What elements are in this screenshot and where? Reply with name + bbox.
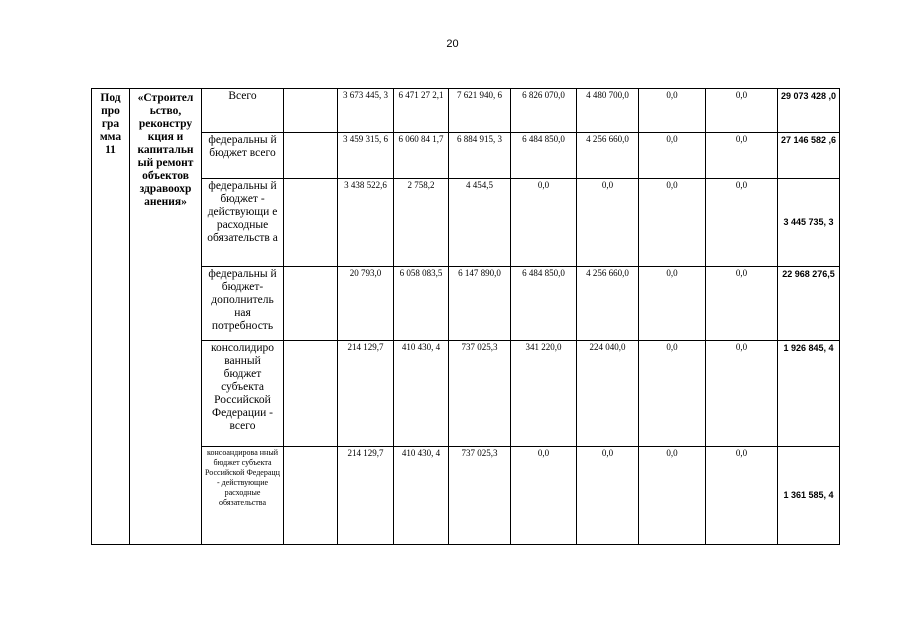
funding-source: консолидиро ванный бюджет субъекта Российской Федерации - всего: [202, 341, 284, 447]
value-cell: 737 025,3: [449, 447, 511, 545]
value-cell: 4 256 660,0: [577, 267, 639, 341]
value-cell: 4 480 700,0: [577, 89, 639, 133]
empty-cell: [284, 89, 338, 133]
value-cell: 214 129,7: [338, 341, 394, 447]
total-cell: 1 926 845, 4: [778, 341, 840, 447]
value-cell: 6 826 070,0: [511, 89, 577, 133]
funding-source: федеральны й бюджет всего: [202, 133, 284, 179]
value-cell: 4 256 660,0: [577, 133, 639, 179]
value-cell: 6 484 850,0: [511, 133, 577, 179]
value-cell: 20 793,0: [338, 267, 394, 341]
table-row: [92, 447, 840, 545]
funding-source: консоандирова нный бюджет субъекта Российской Федерацц - действующие расходные обязательства: [202, 447, 284, 545]
value-cell: 3 459 315, 6: [338, 133, 394, 179]
total-cell: 29 073 428 ,0: [778, 89, 840, 133]
value-cell: 224 040,0: [577, 341, 639, 447]
value-cell: 6 058 083,5: [394, 267, 449, 341]
empty-cell: [284, 447, 338, 545]
empty-cell: [284, 267, 338, 341]
value-cell: 0,0: [577, 447, 639, 545]
value-cell: 3 438 522,6: [338, 179, 394, 267]
subprogram-name: «Строител ьство, реконстру кция и капитальн ый ремонт объектов здравоохр анения»: [130, 89, 202, 545]
empty-cell: [284, 341, 338, 447]
value-cell: 0,0: [639, 133, 706, 179]
table-row: [92, 179, 840, 267]
value-cell: 0,0: [639, 267, 706, 341]
funding-source: федеральны й бюджет- дополнитель ная потребность: [202, 267, 284, 341]
value-cell: 6 147 890,0: [449, 267, 511, 341]
value-cell: 0,0: [511, 447, 577, 545]
value-cell: 410 430, 4: [394, 447, 449, 545]
value-cell: 6 884 915, 3: [449, 133, 511, 179]
value-cell: 0,0: [706, 179, 778, 267]
subprogram-label: Под про гра мма 11: [92, 89, 130, 545]
value-cell: 6 471 27 2,1: [394, 89, 449, 133]
value-cell: 0,0: [639, 447, 706, 545]
value-cell: 0,0: [511, 179, 577, 267]
value-cell: 4 454,5: [449, 179, 511, 267]
value-cell: 0,0: [706, 447, 778, 545]
value-cell: 0,0: [706, 133, 778, 179]
value-cell: 6 484 850,0: [511, 267, 577, 341]
budget-table: [91, 88, 840, 545]
value-cell: 737 025,3: [449, 341, 511, 447]
value-cell: 2 758,2: [394, 179, 449, 267]
total-cell: 1 361 585, 4: [778, 447, 840, 545]
value-cell: 3 673 445, 3: [338, 89, 394, 133]
value-cell: 341 220,0: [511, 341, 577, 447]
total-cell: 22 968 276,5: [778, 267, 840, 341]
funding-source: федеральны й бюджет - действующи е расходные обязательств а: [202, 179, 284, 267]
total-cell: 27 146 582 ,6: [778, 133, 840, 179]
page-number: 20: [446, 38, 459, 50]
total-cell: 3 445 735, 3: [778, 179, 840, 267]
funding-source: Всего: [202, 89, 284, 133]
empty-cell: [284, 133, 338, 179]
value-cell: 0,0: [577, 179, 639, 267]
value-cell: 0,0: [639, 179, 706, 267]
table-row: [92, 89, 840, 133]
value-cell: 0,0: [639, 89, 706, 133]
value-cell: 0,0: [706, 267, 778, 341]
table-row: [92, 267, 840, 341]
value-cell: 410 430, 4: [394, 341, 449, 447]
table-row: [92, 133, 840, 179]
empty-cell: [284, 179, 338, 267]
value-cell: 0,0: [706, 89, 778, 133]
value-cell: 7 621 940, 6: [449, 89, 511, 133]
value-cell: 214 129,7: [338, 447, 394, 545]
value-cell: 6 060 84 1,7: [394, 133, 449, 179]
table-row: [92, 341, 840, 447]
value-cell: 0,0: [706, 341, 778, 447]
value-cell: 0,0: [639, 341, 706, 447]
